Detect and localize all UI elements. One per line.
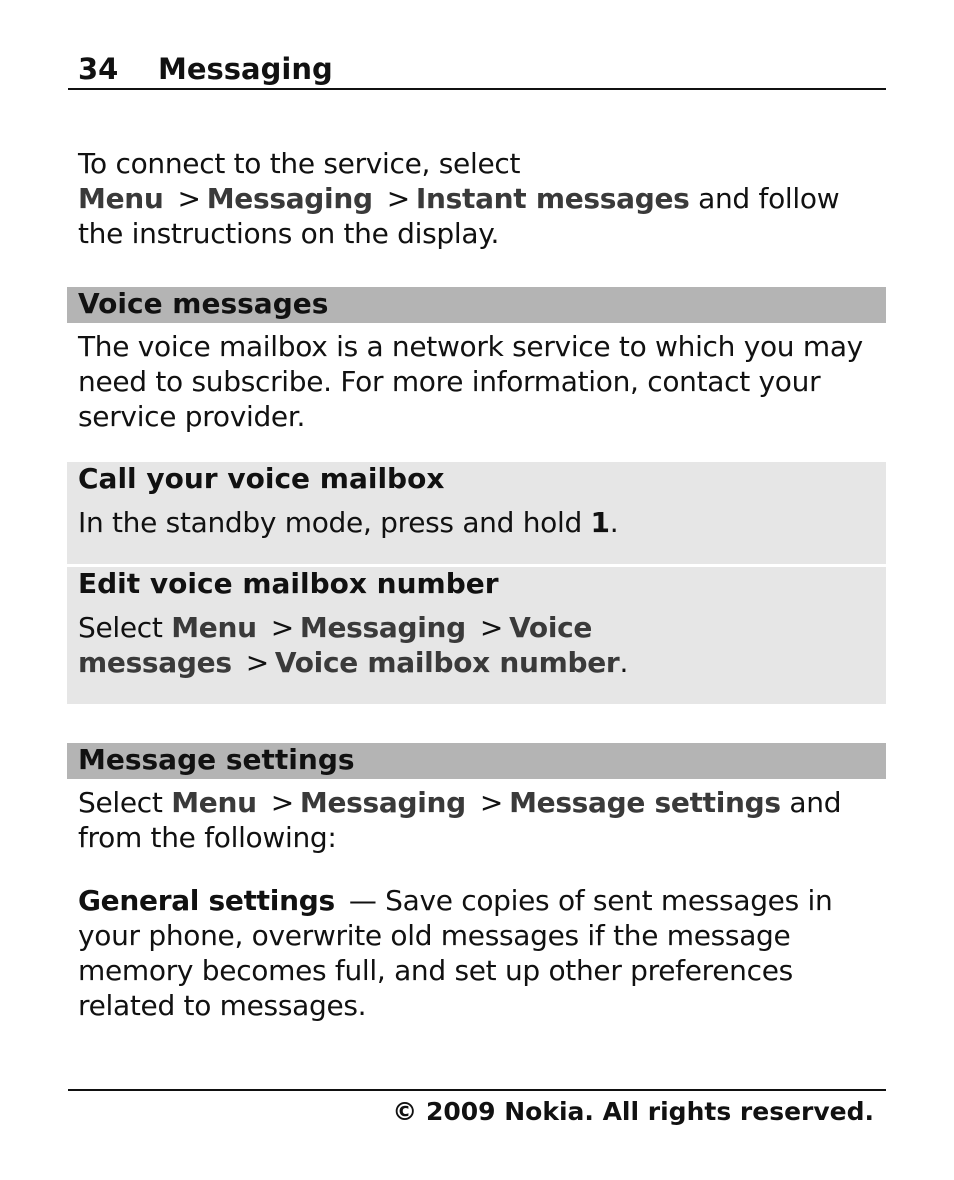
page-header	[68, 50, 886, 90]
section-heading-voice-messages	[67, 287, 886, 323]
section-title: Message settings	[78, 743, 355, 776]
path-separator: >	[177, 182, 201, 215]
footer-rule	[68, 1089, 886, 1091]
voice-messages-paragraph: The voice mailbox is a network service to which you may need to subscribe. For more information, contact your service provider.	[78, 330, 863, 433]
general-settings-text: Save copies of sent messages in your phone, overwrite old messages if the message memory becomes full, and set up other preferences related to messages.	[78, 884, 833, 1022]
box-text: In the standby mode, press and hold 1.	[78, 506, 619, 539]
voice-messages-label: Voice messages	[78, 611, 593, 679]
box-title: Edit voice mailbox number	[78, 567, 499, 600]
menu-label: Menu	[78, 182, 164, 215]
call-voice-mailbox-box	[67, 462, 886, 564]
section-title: Voice messages	[78, 287, 329, 320]
section-heading-message-settings	[67, 743, 886, 779]
path-separator: >	[386, 182, 410, 215]
message-settings-label: Message settings	[509, 786, 781, 819]
intro-text: To connect to the service, select	[78, 147, 521, 180]
messaging-label: Messaging	[299, 611, 466, 644]
em-dash: —	[348, 884, 377, 917]
menu-label: Menu	[171, 786, 257, 819]
box-text: Select Menu > Messaging > Voice messages > Voice mailbox number.	[78, 611, 629, 679]
intro-text-end: and follow the instructions on the display.	[78, 182, 840, 250]
edit-voice-mailbox-box	[67, 567, 886, 704]
key-label: 1	[590, 506, 610, 539]
general-settings-paragraph	[78, 883, 878, 1023]
menu-label: Menu	[171, 611, 257, 644]
page-number: 34	[78, 52, 119, 86]
instant-messages-label: Instant messages	[415, 182, 690, 215]
message-settings-paragraph: Select Menu > Messaging > Message settings and from the following:	[78, 786, 842, 854]
intro-paragraph	[78, 146, 878, 251]
messaging-label: Messaging	[206, 182, 373, 215]
chapter-title: Messaging	[158, 52, 333, 86]
messaging-label: Messaging	[299, 786, 466, 819]
box-title: Call your voice mailbox	[78, 462, 445, 495]
copyright-footer: © 2009 Nokia. All rights reserved.	[392, 1097, 874, 1126]
general-settings-term: General settings	[78, 884, 335, 917]
voice-mailbox-number-label: Voice mailbox number	[274, 646, 620, 679]
